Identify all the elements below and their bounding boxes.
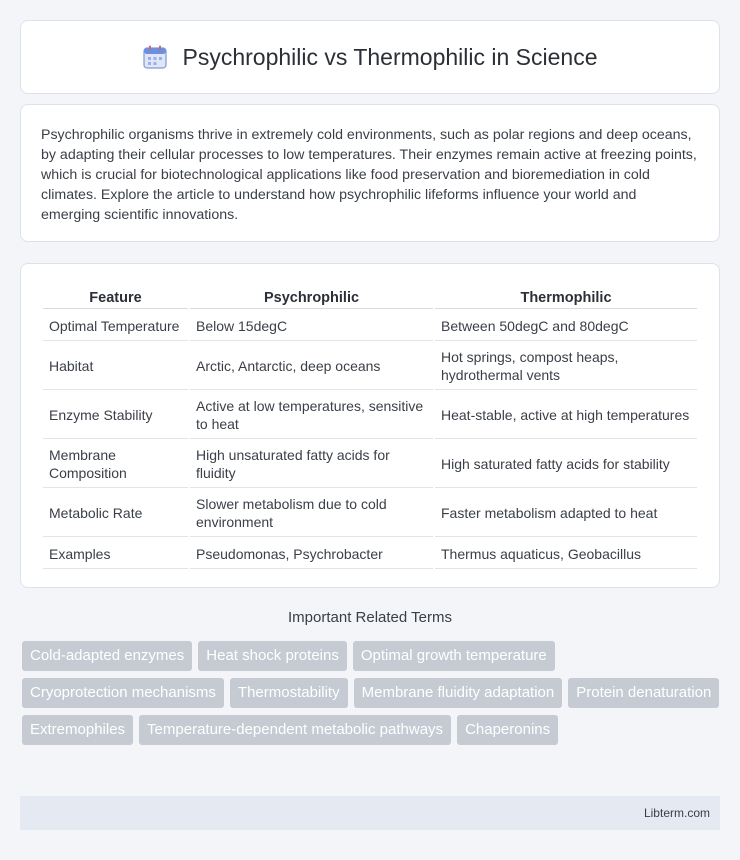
row-psychrophilic: Below 15degC (190, 311, 433, 341)
row-feature: Metabolic Rate (43, 490, 188, 537)
row-thermophilic: Heat-stable, active at high temperatures (435, 392, 697, 439)
intro-card (20, 104, 720, 242)
row-psychrophilic: Pseudomonas, Psychrobacter (190, 539, 433, 569)
header-thermophilic: Thermophilic (435, 284, 697, 309)
comparison-table (41, 282, 699, 571)
header-psychrophilic: Psychrophilic (190, 284, 433, 309)
related-terms-list (22, 641, 722, 745)
row-feature: Habitat (43, 343, 188, 390)
table-row (43, 392, 697, 439)
row-thermophilic: Faster metabolism adapted to heat (435, 490, 697, 537)
footer (20, 796, 720, 830)
header-card (20, 20, 720, 94)
row-thermophilic: High saturated fatty acids for stability (435, 441, 697, 488)
table-row (43, 539, 697, 569)
related-term-tag[interactable]: Heat shock proteins (198, 641, 347, 671)
header-feature: Feature (43, 284, 188, 309)
related-term-tag[interactable]: Membrane fluidity adaptation (354, 678, 563, 708)
comparison-card (20, 263, 720, 588)
related-term-tag[interactable]: Cold-adapted enzymes (22, 641, 192, 671)
row-feature: Membrane Composition (43, 441, 188, 488)
row-psychrophilic: High unsaturated fatty acids for fluidity (190, 441, 433, 488)
row-feature: Enzyme Stability (43, 392, 188, 439)
row-psychrophilic: Active at low temperatures, sensitive to heat (190, 392, 433, 439)
row-feature: Examples (43, 539, 188, 569)
intro-paragraph: Psychrophilic organisms thrive in extremely cold environments, such as polar regions and deep oceans, by adapting their cellular processes to low temperatures. Their enzymes remain active at freezing points, which is crucial for biotechnological applications like food preservation and bioremediation in cold climates. Explore the article to understand how psychrophilic lifeforms influence your world and emerging scientific innovations. (41, 127, 697, 223)
table-row (43, 490, 697, 537)
related-term-tag[interactable]: Optimal growth temperature (353, 641, 555, 671)
table-row (43, 343, 697, 390)
related-terms-heading: Important Related Terms (288, 609, 452, 626)
table-header-row (43, 284, 697, 309)
row-feature: Optimal Temperature (43, 311, 188, 341)
row-thermophilic: Between 50degC and 80degC (435, 311, 697, 341)
page-title: Psychrophilic vs Thermophilic in Science (182, 43, 598, 70)
related-term-tag[interactable]: Temperature-dependent metabolic pathways (139, 715, 451, 745)
related-term-tag[interactable]: Chaperonins (457, 715, 558, 745)
related-term-tag[interactable]: Cryoprotection mechanisms (22, 678, 224, 708)
related-term-tag[interactable]: Protein denaturation (568, 678, 719, 708)
row-psychrophilic: Arctic, Antarctic, deep oceans (190, 343, 433, 390)
related-term-tag[interactable]: Thermostability (230, 678, 348, 708)
row-thermophilic: Thermus aquaticus, Geobacillus (435, 539, 697, 569)
related-term-tag[interactable]: Extremophiles (22, 715, 133, 745)
calendar-icon (142, 44, 168, 70)
header (142, 44, 597, 71)
row-psychrophilic: Slower metabolism due to cold environment (190, 490, 433, 537)
row-thermophilic: Hot springs, compost heaps, hydrothermal vents (435, 343, 697, 390)
table-row (43, 441, 697, 488)
footer-brand-link[interactable]: Libterm.com (643, 806, 710, 820)
table-row (43, 311, 697, 341)
